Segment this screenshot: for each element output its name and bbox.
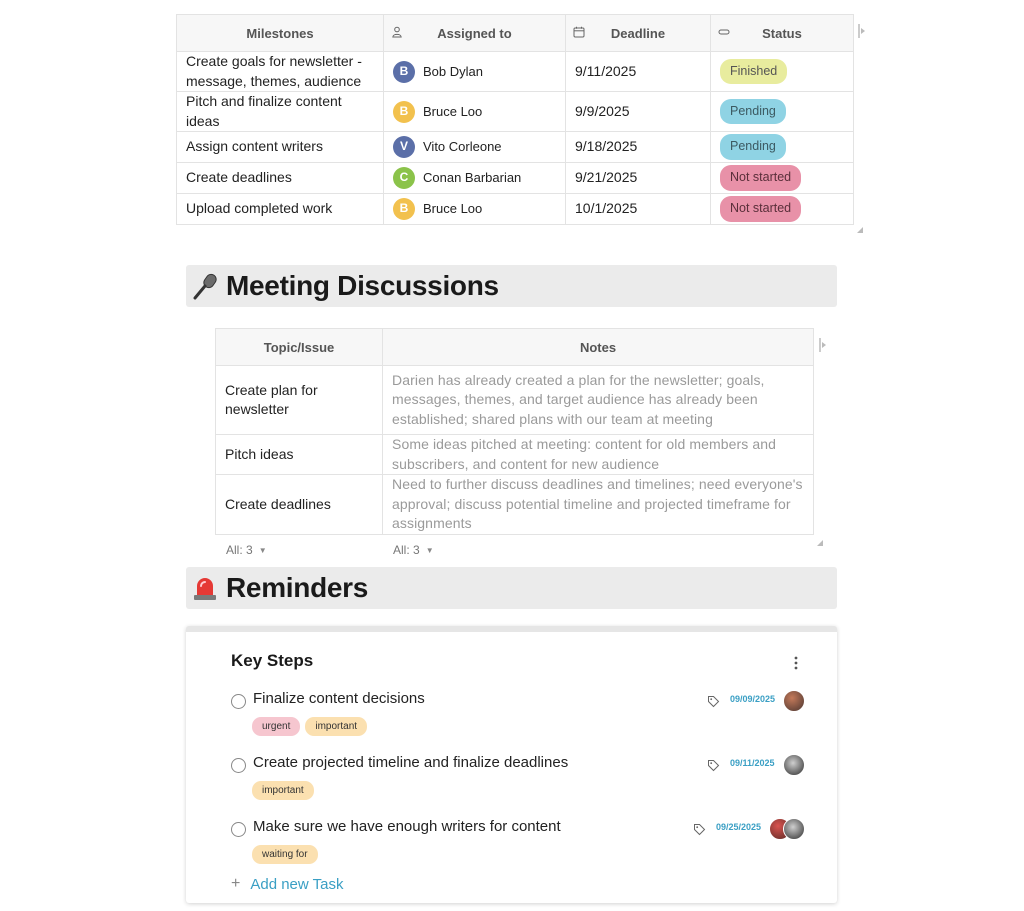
task-checkbox[interactable] — [231, 694, 246, 709]
avatar[interactable] — [783, 690, 805, 712]
milestones-table-wrapper — [176, 14, 853, 225]
status-badge: Pending — [720, 99, 786, 125]
notes-count-dropdown[interactable] — [393, 543, 434, 557]
card-title: Key Steps — [231, 651, 314, 670]
assignee-name: Bruce Loo — [423, 201, 483, 217]
tag-badge[interactable]: waiting for — [252, 845, 318, 864]
tag-badge[interactable]: urgent — [252, 717, 300, 736]
add-task-button[interactable] — [231, 875, 343, 893]
milestone-cell[interactable]: Create goals for newsletter - message, themes, audience — [177, 52, 384, 92]
column-header-topic[interactable]: Topic/Issue — [216, 329, 383, 366]
table-row[interactable] — [216, 475, 814, 535]
status-cell[interactable] — [711, 132, 854, 163]
milestone-cell[interactable]: Create deadlines — [177, 163, 384, 194]
task-tags — [252, 781, 314, 800]
meeting-section-header — [186, 265, 837, 307]
column-header-assigned[interactable]: Assigned to — [384, 15, 566, 52]
select-icon — [718, 26, 730, 38]
task-title[interactable]: Finalize content decisions — [253, 690, 425, 707]
assignee-cell[interactable] — [384, 163, 566, 194]
task-checkbox[interactable] — [231, 758, 246, 773]
status-cell[interactable] — [711, 52, 854, 92]
assignee-cell[interactable] — [384, 92, 566, 132]
due-date[interactable]: 09/09/2025 — [730, 694, 776, 704]
status-badge: Not started — [720, 165, 801, 191]
milestone-cell[interactable]: Upload completed work — [177, 194, 384, 225]
meeting-table-wrapper — [215, 328, 813, 535]
task-checkbox[interactable] — [231, 822, 246, 837]
table-row[interactable] — [216, 366, 814, 435]
column-header-notes[interactable]: Notes — [383, 329, 814, 366]
table-row[interactable] — [177, 163, 854, 194]
notes-cell[interactable]: Darien has already created a plan for the newsletter; goals, messages, themes, and target audience has already been established; shared plans with our team at meeting — [383, 366, 814, 435]
column-header-deadline[interactable]: Deadline — [566, 15, 711, 52]
table-row[interactable] — [216, 435, 814, 475]
section-title: Reminders — [226, 572, 369, 603]
resize-corner-icon[interactable] — [855, 225, 865, 235]
deadline-cell[interactable]: 9/21/2025 — [566, 163, 711, 194]
status-cell[interactable] — [711, 163, 854, 194]
microphone-icon — [190, 271, 220, 301]
meeting-table — [215, 328, 814, 535]
assignee-cell[interactable] — [384, 132, 566, 163]
status-badge: Pending — [720, 134, 786, 160]
milestone-cell[interactable]: Assign content writers — [177, 132, 384, 163]
status-badge: Not started — [720, 196, 801, 222]
more-options-icon[interactable] — [791, 654, 801, 672]
tag-badge[interactable]: important — [305, 717, 367, 736]
assignee-cell[interactable] — [384, 194, 566, 225]
column-header-milestones[interactable]: Milestones — [177, 15, 384, 52]
person-icon — [391, 26, 403, 38]
resize-corner-icon[interactable] — [815, 538, 825, 548]
task-tags — [252, 717, 367, 736]
task-tags — [252, 845, 318, 864]
tag-badge[interactable]: important — [252, 781, 314, 800]
topic-cell[interactable]: Create plan for newsletter — [216, 366, 383, 435]
avatar: B — [393, 61, 415, 83]
assignee-name: Vito Corleone — [423, 139, 502, 155]
siren-icon — [190, 573, 220, 603]
avatar: C — [393, 167, 415, 189]
add-column-handle-icon[interactable] — [818, 338, 828, 352]
due-date[interactable]: 09/11/2025 — [730, 758, 775, 768]
plus-icon: + — [231, 875, 241, 892]
table-row[interactable] — [177, 194, 854, 225]
status-badge: Finished — [720, 59, 787, 85]
task-title[interactable]: Create projected timeline and finalize deadlines — [253, 754, 569, 771]
assignee-name: Bob Dylan — [423, 63, 483, 79]
caret-down-icon: ▼ — [425, 545, 434, 555]
milestones-table — [176, 14, 854, 225]
milestone-cell[interactable]: Pitch and finalize content ideas — [177, 92, 384, 132]
deadline-cell[interactable]: 9/9/2025 — [566, 92, 711, 132]
table-row[interactable] — [177, 52, 854, 92]
assignee-name: Conan Barbarian — [423, 170, 522, 186]
add-column-handle-icon[interactable] — [857, 24, 867, 38]
reminders-section-header — [186, 567, 837, 609]
avatar[interactable] — [783, 818, 805, 840]
status-cell[interactable] — [711, 194, 854, 225]
topic-cell[interactable]: Pitch ideas — [216, 435, 383, 475]
add-task-label: Add new Task — [250, 875, 344, 893]
notes-cell[interactable]: Need to further discuss deadlines and timelines; need everyone's approval; discuss potential timeline and projected timeframe for assignments — [383, 475, 814, 535]
count-label: All: 3 — [393, 543, 420, 557]
notes-cell[interactable]: Some ideas pitched at meeting: content for old members and subscribers, and content for new audience — [383, 435, 814, 475]
tag-icon[interactable] — [707, 759, 720, 772]
avatar: B — [393, 198, 415, 220]
assignee-name: Bruce Loo — [423, 103, 483, 119]
avatar[interactable] — [783, 754, 805, 776]
avatar: V — [393, 136, 415, 158]
count-label: All: 3 — [226, 543, 253, 557]
table-row[interactable] — [177, 132, 854, 163]
tag-icon[interactable] — [693, 823, 706, 836]
due-date[interactable]: 09/25/2025 — [716, 822, 762, 832]
topic-cell[interactable]: Create deadlines — [216, 475, 383, 535]
deadline-cell[interactable]: 10/1/2025 — [566, 194, 711, 225]
caret-down-icon: ▼ — [258, 545, 267, 555]
tag-icon[interactable] — [707, 695, 720, 708]
column-header-status[interactable]: Status — [711, 15, 854, 52]
task-title[interactable]: Make sure we have enough writers for content — [253, 818, 561, 835]
key-steps-card — [186, 626, 837, 903]
avatar: B — [393, 101, 415, 123]
status-cell[interactable] — [711, 92, 854, 132]
topic-count-dropdown[interactable] — [226, 543, 267, 557]
deadline-cell[interactable]: 9/11/2025 — [566, 52, 711, 92]
assignee-cell[interactable] — [384, 52, 566, 92]
table-row[interactable] — [177, 92, 854, 132]
calendar-icon — [573, 26, 585, 38]
deadline-cell[interactable]: 9/18/2025 — [566, 132, 711, 163]
section-title: Meeting Discussions — [226, 270, 499, 301]
